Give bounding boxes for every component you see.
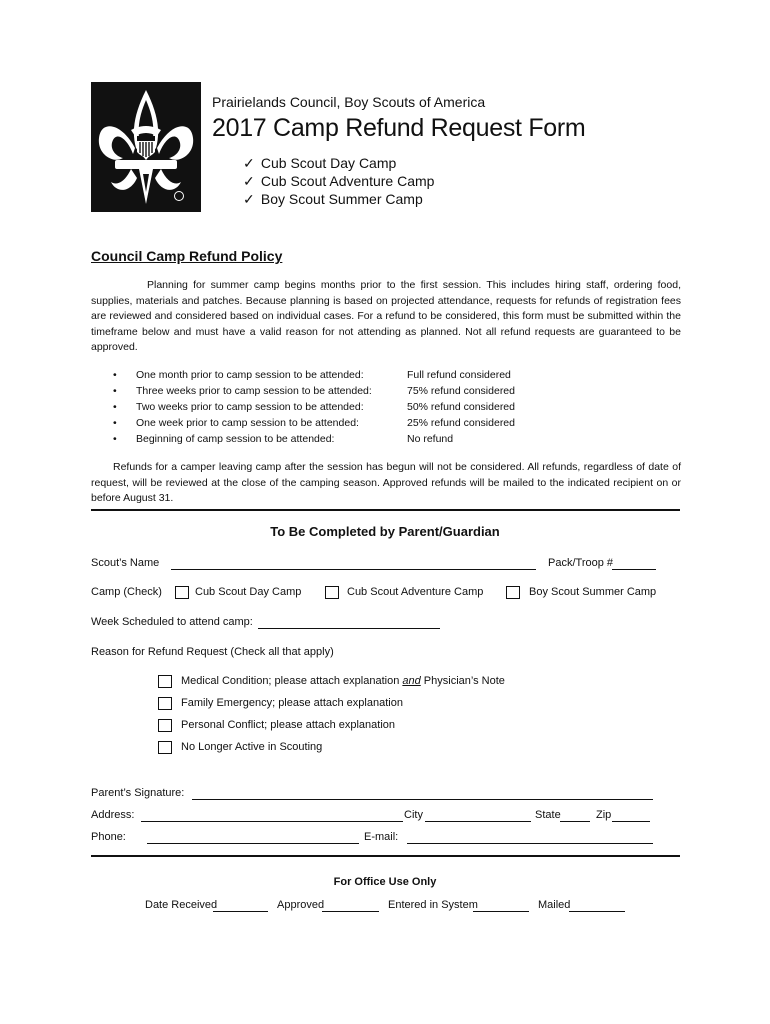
bsa-logo: [91, 82, 201, 212]
parent-section-title: To Be Completed by Parent/Guardian: [270, 524, 500, 539]
scout-name-field[interactable]: [171, 559, 536, 570]
schedule-row: • One week prior to camp session to be attended: 25% refund considered: [113, 417, 515, 429]
divider: [91, 509, 680, 511]
email-label: E-mail:: [364, 831, 399, 843]
reason-inactive-checkbox[interactable]: [158, 741, 172, 754]
schedule-row: • One month prior to camp session to be attended: Full refund considered: [113, 369, 511, 381]
reason-medical-checkbox[interactable]: [158, 675, 172, 688]
reason-inactive-label: No Longer Active in Scouting: [181, 741, 323, 753]
policy-heading: Council Camp Refund Policy: [91, 248, 283, 264]
bullet-icon: •: [113, 433, 117, 445]
bullet-icon: •: [113, 369, 117, 381]
phone-field[interactable]: [147, 833, 359, 844]
address-label: Address:: [91, 809, 135, 821]
bullet-icon: •: [113, 417, 117, 429]
council-name: Prairielands Council, Boy Scouts of America: [212, 94, 486, 110]
office-use-title: For Office Use Only: [333, 876, 437, 888]
address-field[interactable]: [141, 811, 403, 822]
camp-list-item: ✓ Cub Scout Adventure Camp: [243, 173, 435, 189]
reason-medical-label: Medical Condition; please attach explanation and Physician’s Note: [181, 675, 505, 687]
signature-field[interactable]: [192, 789, 653, 800]
summer-camp-checkbox[interactable]: [506, 586, 520, 599]
camp-check-label: Camp (Check): [91, 586, 162, 598]
summer-camp-option: Boy Scout Summer Camp: [529, 586, 657, 598]
state-field[interactable]: [560, 811, 590, 822]
reason-personal-checkbox[interactable]: [158, 719, 172, 732]
mailed-label: Mailed: [538, 899, 571, 911]
camp-list: [243, 154, 434, 208]
bullet-icon: •: [113, 385, 117, 397]
city-label: City: [404, 809, 423, 821]
camp-list-item: ✓ Boy Scout Summer Camp: [243, 191, 423, 207]
city-field[interactable]: [425, 811, 531, 822]
date-received-label: Date Received: [145, 899, 218, 911]
email-field[interactable]: [407, 833, 653, 844]
date-received-field[interactable]: [213, 901, 268, 912]
refund-schedule: [113, 367, 515, 447]
zip-field[interactable]: [612, 811, 650, 822]
schedule-row: • Beginning of camp session to be attended: No refund: [113, 433, 454, 445]
week-scheduled-field[interactable]: [258, 618, 440, 629]
week-scheduled-label: Week Scheduled to attend camp:: [91, 616, 253, 628]
form-title: 2017 Camp Refund Request Form: [212, 114, 586, 142]
pack-troop-label: Pack/Troop #: [548, 557, 614, 569]
checkmark-icon: ✓: [243, 155, 255, 171]
adventure-camp-option: Cub Scout Adventure Camp: [347, 586, 484, 598]
day-camp-checkbox[interactable]: [175, 586, 189, 599]
mailed-field[interactable]: [569, 901, 625, 912]
policy-paragraph: Planning for summer camp begins months prior to the first session. This includes hiring staff, ordering food, supplies, materials and patches. Because planning is based on projected attendance, requests for refunds of registration fees are reviewed and considered based on individual cases. For a refund to be considered, this form must be submitted within the timeframe below and must have a valid reason for not attending as planned. Not all refund requests are guaranteed to be approved.: [91, 279, 681, 353]
camp-list-item: ✓ Cub Scout Day Camp: [243, 155, 397, 171]
schedule-row: • Two weeks prior to camp session to be attended: 50% refund considered: [113, 401, 515, 413]
zip-label: Zip: [596, 809, 612, 821]
state-label: State: [535, 809, 561, 821]
reason-family-checkbox[interactable]: [158, 697, 172, 710]
day-camp-option: Cub Scout Day Camp: [195, 586, 302, 598]
fleur-de-lis-icon: [91, 82, 201, 212]
checkmark-icon: ✓: [243, 173, 255, 189]
schedule-row: • Three weeks prior to camp session to be attended: 75% refund considered: [113, 385, 515, 397]
divider: [91, 855, 680, 857]
approved-field[interactable]: [322, 901, 379, 912]
phone-label: Phone:: [91, 831, 126, 843]
signature-label: Parent’s Signature:: [91, 787, 185, 799]
entered-label: Entered in System: [388, 899, 478, 911]
approved-label: Approved: [277, 899, 325, 911]
policy-paragraph-2: Refunds for a camper leaving camp after the session has begun will not be considered. All refunds, regardless of date of request, will be reviewed at the close of the camping season. Approved refunds will be mailed to the indicated recipient on or before August 31.: [91, 461, 681, 504]
bullet-icon: •: [113, 401, 117, 413]
adventure-camp-checkbox[interactable]: [325, 586, 339, 599]
reason-family-label: Family Emergency; please attach explanation: [181, 697, 403, 709]
checkmark-icon: ✓: [243, 191, 255, 207]
entered-field[interactable]: [473, 901, 529, 912]
pack-troop-field[interactable]: [612, 559, 656, 570]
scout-name-label: Scout’s Name: [91, 557, 160, 569]
reason-personal-label: Personal Conflict; please attach explanation: [181, 719, 396, 731]
reason-label: Reason for Refund Request (Check all that apply): [91, 646, 334, 658]
